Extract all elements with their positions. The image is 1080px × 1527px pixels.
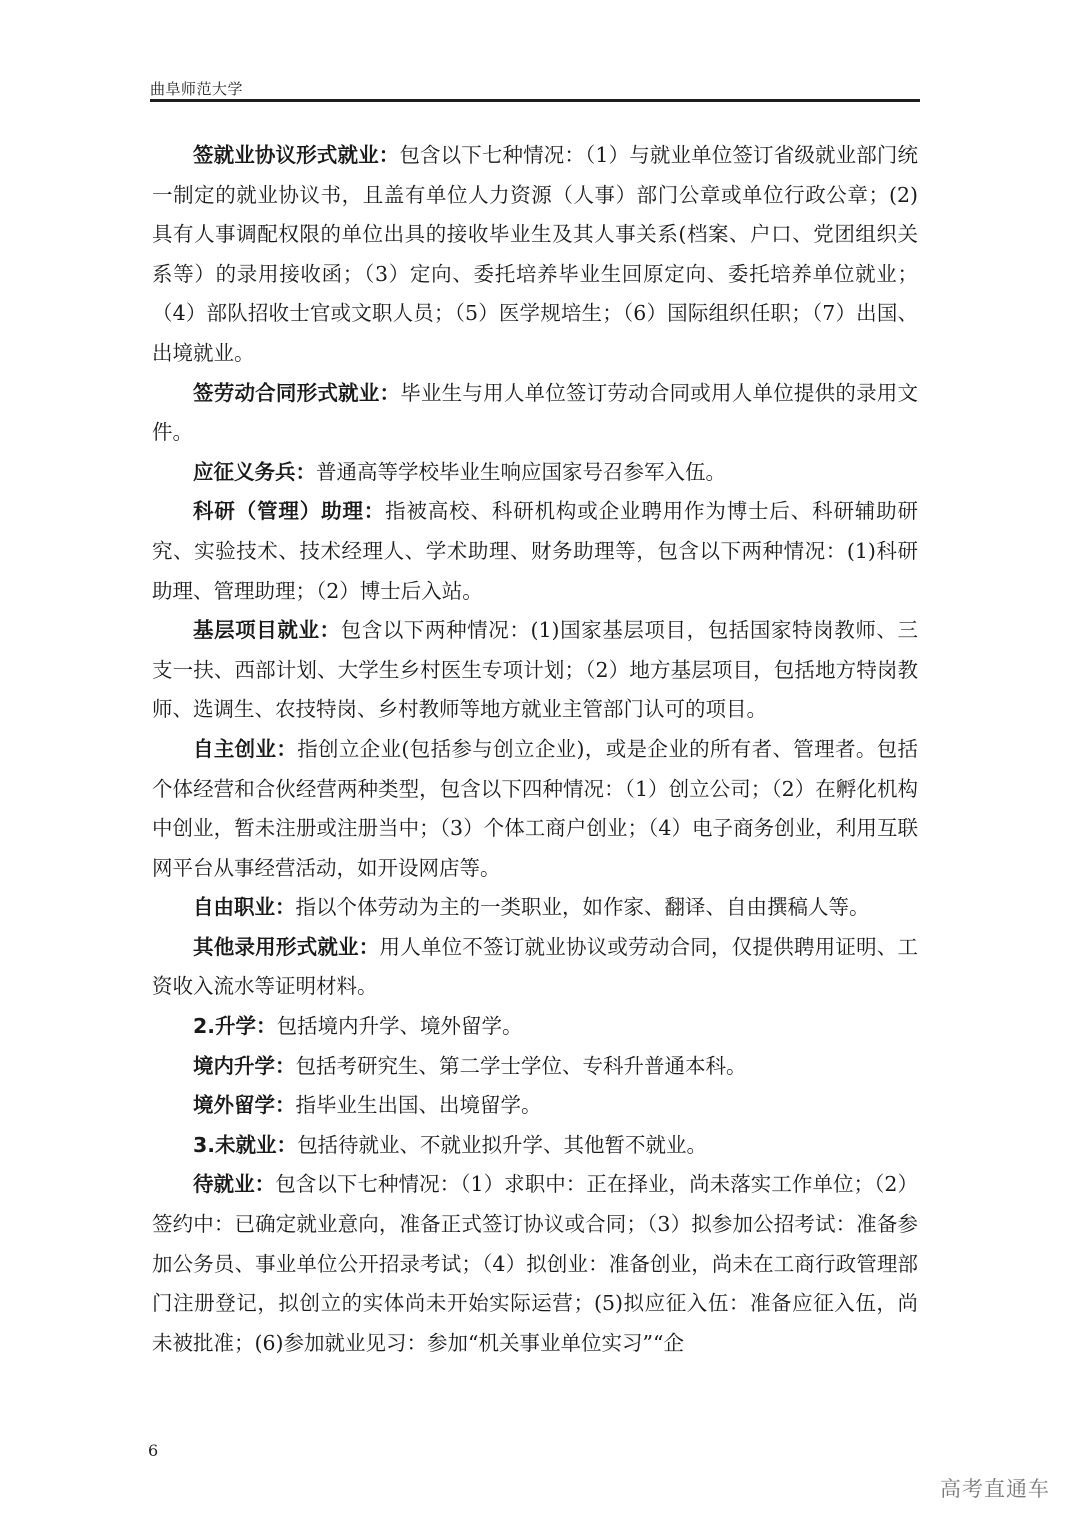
paragraph-other-employment (152, 928, 918, 1007)
paragraph-signed-agreement-employment (152, 136, 918, 374)
term-definition: 包含以下七种情况：（1）求职中：正在择业，尚未落实工作单位；（2）签约中：已确定就业意向，准备正式签订协议或合同；（3）拟参加公招考试：准备参加公务员、事业单位公开招录考试；（4）拟创业：准备创业，尚未在工商行政管理部门注册登记，拟创立的实体尚未开始实际运营；(5)拟应征入伍：准备应征入伍，尚未被批准；(6)参加就业见习：参加“机关事业单位实习”“企 (152, 1172, 918, 1355)
paragraph-unemployed (152, 1126, 918, 1166)
paragraph-domestic-study (152, 1047, 918, 1087)
term-label: 基层项目就业： (193, 618, 341, 643)
term-definition: 包括考研究生、第二学士学位、专科升普通本科。 (295, 1053, 747, 1078)
source-watermark: 高考直通车 (940, 1477, 1050, 1501)
term-definition: 毕业生与用人单位签订劳动合同或用人单位提供的录用文件。 (152, 380, 919, 445)
term-definition: 包含以下七种情况：（1）与就业单位签订省级就业部门统一制定的就业协议书，且盖有单位人力资源（人事）部门公章或单位行政公章；(2)具有人事调配权限的单位出具的接收毕业生及其人事关系(档案、户口、党团组织关系等）的录用接收函；（3）定向、委托培养毕业生回原定向、委托培养单位就业；（4）部队招收士官或文职人员；（5）医学规培生；（6）国际组织任职；（7）出国、出境就业。 (152, 143, 918, 365)
paragraph-grassroots-project (152, 611, 918, 730)
paragraph-self-employment (152, 730, 918, 888)
term-label: 待就业： (193, 1172, 276, 1197)
term-label: 境外留学： (193, 1093, 296, 1118)
document-header-title: 曲阜师范大学 (150, 80, 244, 98)
term-label: 2.升学： (193, 1014, 277, 1039)
paragraph-further-study (152, 1007, 918, 1047)
term-definition: 包含以下两种情况：(1)国家基层项目，包括国家特岗教师、三支一扶、西部计划、大学生乡村医生专项计划；（2）地方基层项目，包括地方特岗教师、选调生、农技特岗、乡村教师等地方就业主管部门认可的项目。 (152, 618, 919, 722)
paragraph-overseas-study (152, 1086, 918, 1126)
term-definition: 指被高校、科研机构或企业聘用作为博士后、科研辅助研究、实验技术、技术经理人、学术助理、财务助理等，包含以下两种情况：(1)科研助理、管理助理；（2）博士后入站。 (152, 499, 919, 603)
term-label: 签劳动合同形式就业： (193, 380, 401, 405)
paragraph-awaiting-employment (152, 1165, 918, 1363)
page-number: 6 (148, 1441, 159, 1460)
term-label: 境内升学： (193, 1053, 296, 1078)
paragraph-labor-contract-employment (152, 374, 918, 453)
header-divider (150, 99, 920, 102)
term-definition: 包括待就业、不就业拟升学、其他暂不就业。 (297, 1132, 708, 1157)
term-label: 自由职业： (193, 895, 296, 920)
term-definition: 指毕业生出国、出境留学。 (295, 1093, 542, 1118)
term-label: 应征义务兵： (193, 459, 316, 484)
paragraph-conscript (152, 453, 918, 493)
term-definition: 普通高等学校毕业生响应国家号召参军入伍。 (316, 459, 726, 484)
term-definition: 指以个体劳动为主的一类职业，如作家、翻译、自由撰稿人等。 (295, 895, 870, 920)
term-label: 自主创业： (193, 736, 298, 761)
paragraph-freelance (152, 888, 918, 928)
paragraph-research-assistant (152, 492, 918, 611)
term-definition: 包括境内升学、境外留学。 (276, 1014, 523, 1039)
term-definition: 指创立企业(包括参与创立企业)，或是企业的所有者、管理者。包括个体经营和合伙经营两种类型，包含以下四种情况：（1）创立公司；（2）在孵化机构中创业，暂未注册或注册当中；（3）个体工商户创业；（4）电子商务创业，利用互联网平台从事经营活动，如开设网店等。 (152, 736, 918, 880)
term-label: 科研（管理）助理： (193, 499, 386, 524)
term-label: 签就业协议形式就业： (193, 143, 400, 167)
term-definition: 用人单位不签订就业协议或劳动合同，仅提供聘用证明、工资收入流水等证明材料。 (152, 934, 919, 999)
document-body (152, 136, 918, 1363)
term-label: 3.未就业： (193, 1132, 298, 1157)
term-label: 其他录用形式就业： (193, 934, 380, 959)
